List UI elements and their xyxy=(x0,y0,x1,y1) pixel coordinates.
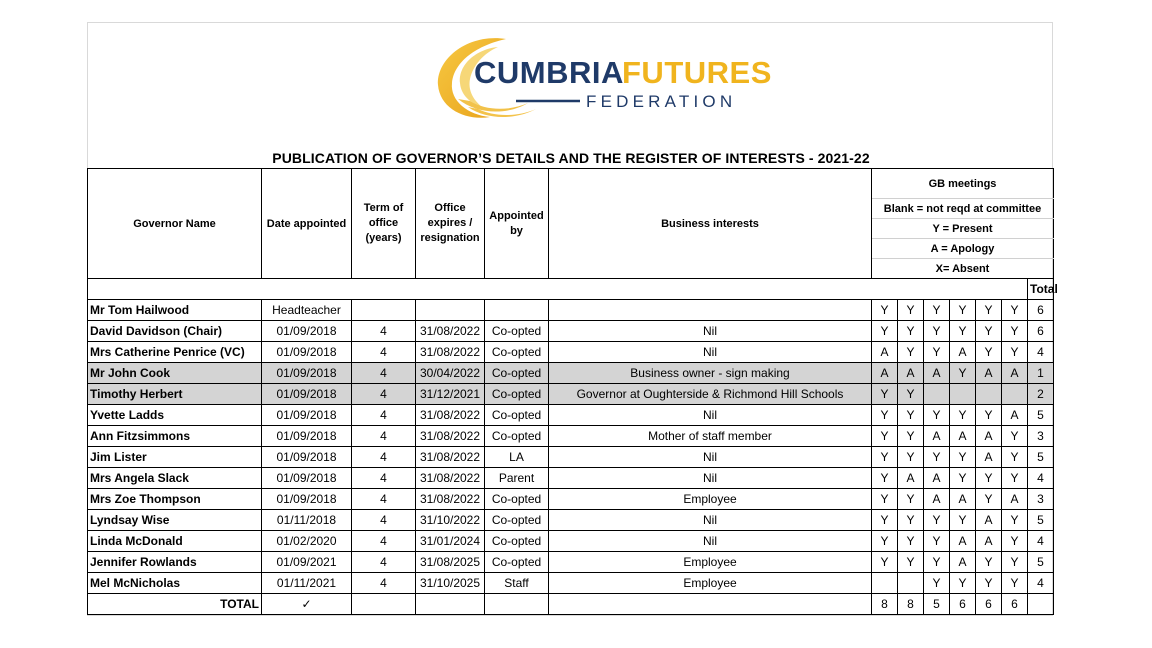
header-gb-meetings: GB meetings xyxy=(872,169,1054,199)
governor-row xyxy=(88,489,1054,510)
term-of-office: 4 xyxy=(352,363,416,384)
attendance-meeting-6: Y xyxy=(1002,468,1028,489)
attendance-meeting-2: Y xyxy=(898,447,924,468)
term-of-office xyxy=(352,300,416,321)
header-business-interests: Business interests xyxy=(549,169,872,279)
attendance-meeting-5: A xyxy=(976,531,1002,552)
logo-text-futures: FUTURES xyxy=(622,55,772,90)
attendance-meeting-6: Y xyxy=(1002,531,1028,552)
attendance-meeting-1: Y xyxy=(872,489,898,510)
attendance-meeting-4: Y xyxy=(950,573,976,594)
header-governor-name: Governor Name xyxy=(88,169,262,279)
appointed-by: Co-opted xyxy=(485,531,549,552)
attendance-meeting-6: Y xyxy=(1002,342,1028,363)
header-date-appointed: Date appointed xyxy=(262,169,352,279)
logo-text-federation: FEDERATION xyxy=(586,92,737,111)
office-expires: 31/08/2022 xyxy=(416,405,485,426)
term-of-office: 4 xyxy=(352,321,416,342)
attendance-meeting-6: Y xyxy=(1002,300,1028,321)
office-expires: 31/12/2021 xyxy=(416,384,485,405)
attendance-meeting-1: Y xyxy=(872,531,898,552)
business-interest: Governor at Oughterside & Richmond Hill Schools xyxy=(549,384,872,405)
attendance-meeting-6: Y xyxy=(1002,552,1028,573)
governor-row xyxy=(88,426,1054,447)
attendance-meeting-1: Y xyxy=(872,510,898,531)
attendance-total: 1 xyxy=(1028,363,1054,384)
attendance-total: 2 xyxy=(1028,384,1054,405)
attendance-total: 5 xyxy=(1028,510,1054,531)
attendance-meeting-2: Y xyxy=(898,405,924,426)
term-of-office: 4 xyxy=(352,573,416,594)
governor-name: David Davidson (Chair) xyxy=(88,321,262,342)
header-appointed-by: Appointed by xyxy=(485,169,549,279)
governor-row xyxy=(88,552,1054,573)
date-appointed: 01/11/2018 xyxy=(262,510,352,531)
governor-row xyxy=(88,363,1054,384)
attendance-total: 4 xyxy=(1028,468,1054,489)
appointed-by: Co-opted xyxy=(485,552,549,573)
attendance-meeting-1: Y xyxy=(872,447,898,468)
logo-text-cumbria: CUMBRIA xyxy=(474,55,624,90)
governor-row xyxy=(88,510,1054,531)
governor-row xyxy=(88,531,1054,552)
attendance-meeting-4: Y xyxy=(950,468,976,489)
attendance-meeting-4: A xyxy=(950,426,976,447)
attendance-meeting-5: Y xyxy=(976,321,1002,342)
business-interest: Nil xyxy=(549,468,872,489)
attendance-meeting-2: Y xyxy=(898,300,924,321)
business-interest: Nil xyxy=(549,447,872,468)
office-expires: 31/10/2025 xyxy=(416,573,485,594)
appointed-by: Parent xyxy=(485,468,549,489)
attendance-meeting-1 xyxy=(872,573,898,594)
totals-label: TOTAL xyxy=(88,594,262,615)
attendance-meeting-3: Y xyxy=(924,405,950,426)
attendance-meeting-2 xyxy=(898,573,924,594)
attendance-meeting-6: Y xyxy=(1002,573,1028,594)
attendance-meeting-3: Y xyxy=(924,321,950,342)
attendance-meeting-4: A xyxy=(950,342,976,363)
attendance-meeting-2: A xyxy=(898,363,924,384)
federation-logo xyxy=(428,29,772,125)
date-appointed: 01/09/2021 xyxy=(262,552,352,573)
attendance-meeting-6: Y xyxy=(1002,447,1028,468)
attendance-meeting-5: A xyxy=(976,510,1002,531)
business-interest: Nil xyxy=(549,342,872,363)
governor-name: Timothy Herbert xyxy=(88,384,262,405)
attendance-total: 5 xyxy=(1028,552,1054,573)
business-interest: Employee xyxy=(549,573,872,594)
attendance-meeting-4: A xyxy=(950,552,976,573)
date-appointed: 01/09/2018 xyxy=(262,426,352,447)
date-appointed: 01/09/2018 xyxy=(262,363,352,384)
office-expires: 31/10/2022 xyxy=(416,510,485,531)
governor-row xyxy=(88,321,1054,342)
attendance-meeting-1: Y xyxy=(872,405,898,426)
attendance-meeting-1: A xyxy=(872,342,898,363)
document-title: PUBLICATION OF GOVERNOR’S DETAILS AND THE REGISTER OF INTERESTS - 2021-22 xyxy=(272,150,870,166)
attendance-meeting-6 xyxy=(1002,384,1028,405)
attendance-meeting-6: A xyxy=(1002,489,1028,510)
header-term-of-office: Term of office (years) xyxy=(352,169,416,279)
date-appointed: 01/09/2018 xyxy=(262,384,352,405)
attendance-meeting-4 xyxy=(950,384,976,405)
term-of-office: 4 xyxy=(352,384,416,405)
attendance-meeting-5: Y xyxy=(976,405,1002,426)
business-interest: Employee xyxy=(549,489,872,510)
legend-absent: X= Absent xyxy=(872,259,1054,279)
attendance-meeting-1: Y xyxy=(872,426,898,447)
term-of-office: 4 xyxy=(352,405,416,426)
date-appointed: 01/09/2018 xyxy=(262,342,352,363)
attendance-meeting-1: A xyxy=(872,363,898,384)
meeting-total-5: 6 xyxy=(976,594,1002,615)
governor-name: Ann Fitzsimmons xyxy=(88,426,262,447)
attendance-meeting-2: Y xyxy=(898,384,924,405)
office-expires: 31/08/2022 xyxy=(416,426,485,447)
business-interest: Nil xyxy=(549,510,872,531)
attendance-meeting-3: Y xyxy=(924,342,950,363)
attendance-total: 6 xyxy=(1028,321,1054,342)
governor-name: Jim Lister xyxy=(88,447,262,468)
date-appointed: 01/11/2021 xyxy=(262,573,352,594)
totals-checkmark: ✓ xyxy=(262,594,352,615)
attendance-meeting-3: Y xyxy=(924,552,950,573)
business-interest: Nil xyxy=(549,405,872,426)
attendance-meeting-2: Y xyxy=(898,531,924,552)
attendance-meeting-5: Y xyxy=(976,342,1002,363)
office-expires: 31/08/2022 xyxy=(416,342,485,363)
attendance-meeting-1: Y xyxy=(872,384,898,405)
attendance-meeting-5: Y xyxy=(976,552,1002,573)
term-of-office: 4 xyxy=(352,447,416,468)
attendance-meeting-6: Y xyxy=(1002,510,1028,531)
attendance-meeting-3: Y xyxy=(924,300,950,321)
office-expires: 31/08/2022 xyxy=(416,468,485,489)
governor-name: Mrs Angela Slack xyxy=(88,468,262,489)
attendance-meeting-2: Y xyxy=(898,342,924,363)
governor-row xyxy=(88,573,1054,594)
attendance-meeting-4: Y xyxy=(950,363,976,384)
attendance-total: 4 xyxy=(1028,342,1054,363)
attendance-meeting-5: Y xyxy=(976,468,1002,489)
governor-row xyxy=(88,447,1054,468)
governor-name: Lyndsay Wise xyxy=(88,510,262,531)
office-expires: 31/08/2022 xyxy=(416,321,485,342)
appointed-by: Co-opted xyxy=(485,363,549,384)
governor-row xyxy=(88,384,1054,405)
attendance-meeting-3: A xyxy=(924,363,950,384)
office-expires: 31/08/2025 xyxy=(416,552,485,573)
meeting-total-2: 8 xyxy=(898,594,924,615)
attendance-total: 3 xyxy=(1028,489,1054,510)
term-of-office: 4 xyxy=(352,489,416,510)
attendance-meeting-1: Y xyxy=(872,468,898,489)
term-of-office: 4 xyxy=(352,426,416,447)
governor-name: Mel McNicholas xyxy=(88,573,262,594)
office-expires: 31/08/2022 xyxy=(416,447,485,468)
appointed-by: Co-opted xyxy=(485,342,549,363)
date-appointed: 01/09/2018 xyxy=(262,489,352,510)
attendance-meeting-3: Y xyxy=(924,531,950,552)
term-of-office: 4 xyxy=(352,468,416,489)
office-expires: 31/08/2022 xyxy=(416,489,485,510)
appointed-by: Co-opted xyxy=(485,405,549,426)
term-of-office: 4 xyxy=(352,510,416,531)
appointed-by: LA xyxy=(485,447,549,468)
attendance-meeting-3: Y xyxy=(924,447,950,468)
cumbria-futures-logo-graphic xyxy=(428,29,772,125)
business-interest: Mother of staff member xyxy=(549,426,872,447)
attendance-meeting-5: Y xyxy=(976,489,1002,510)
appointed-by: Co-opted xyxy=(485,510,549,531)
attendance-meeting-3 xyxy=(924,384,950,405)
meeting-total-1: 8 xyxy=(872,594,898,615)
totals-row xyxy=(88,594,1054,615)
attendance-meeting-3: Y xyxy=(924,573,950,594)
attendance-total: 4 xyxy=(1028,531,1054,552)
attendance-total: 4 xyxy=(1028,573,1054,594)
business-interest: Nil xyxy=(549,531,872,552)
attendance-meeting-2: Y xyxy=(898,426,924,447)
attendance-meeting-2: Y xyxy=(898,552,924,573)
appointed-by xyxy=(485,300,549,321)
appointed-by: Co-opted xyxy=(485,426,549,447)
date-appointed: 01/02/2020 xyxy=(262,531,352,552)
date-appointed: 01/09/2018 xyxy=(262,468,352,489)
attendance-meeting-4: Y xyxy=(950,300,976,321)
attendance-meeting-4: A xyxy=(950,489,976,510)
governor-row xyxy=(88,342,1054,363)
term-of-office: 4 xyxy=(352,531,416,552)
term-of-office: 4 xyxy=(352,552,416,573)
legend-blank: Blank = not reqd at committee xyxy=(872,199,1054,219)
attendance-meeting-4: Y xyxy=(950,447,976,468)
attendance-meeting-4: Y xyxy=(950,510,976,531)
attendance-meeting-5: Y xyxy=(976,573,1002,594)
date-appointed: Headteacher xyxy=(262,300,352,321)
header-office-expires: Office expires / resignation xyxy=(416,169,485,279)
legend-apology: A = Apology xyxy=(872,239,1054,259)
attendance-meeting-1: Y xyxy=(872,321,898,342)
appointed-by: Staff xyxy=(485,573,549,594)
governor-name: Jennifer Rowlands xyxy=(88,552,262,573)
office-expires: 31/01/2024 xyxy=(416,531,485,552)
office-expires xyxy=(416,300,485,321)
governor-row xyxy=(88,300,1054,321)
attendance-meeting-5: A xyxy=(976,426,1002,447)
attendance-meeting-2: Y xyxy=(898,489,924,510)
meeting-total-3: 5 xyxy=(924,594,950,615)
attendance-meeting-5: A xyxy=(976,363,1002,384)
document-sheet xyxy=(87,22,1058,616)
attendance-meeting-3: A xyxy=(924,468,950,489)
business-interest: Employee xyxy=(549,552,872,573)
date-appointed: 01/09/2018 xyxy=(262,405,352,426)
attendance-meeting-6: A xyxy=(1002,363,1028,384)
attendance-meeting-5: Y xyxy=(976,300,1002,321)
attendance-meeting-6: Y xyxy=(1002,426,1028,447)
attendance-meeting-3: Y xyxy=(924,510,950,531)
attendance-meeting-2: Y xyxy=(898,321,924,342)
office-expires: 30/04/2022 xyxy=(416,363,485,384)
governor-name: Linda McDonald xyxy=(88,531,262,552)
attendance-meeting-3: A xyxy=(924,489,950,510)
term-of-office: 4 xyxy=(352,342,416,363)
attendance-meeting-2: A xyxy=(898,468,924,489)
total-header-row xyxy=(88,279,1054,300)
governor-name: Yvette Ladds xyxy=(88,405,262,426)
attendance-meeting-4: Y xyxy=(950,321,976,342)
attendance-meeting-4: A xyxy=(950,531,976,552)
meeting-total-4: 6 xyxy=(950,594,976,615)
register-of-interests-table xyxy=(87,168,1058,615)
attendance-meeting-6: Y xyxy=(1002,321,1028,342)
date-appointed: 01/09/2018 xyxy=(262,321,352,342)
attendance-meeting-2: Y xyxy=(898,510,924,531)
attendance-total: 3 xyxy=(1028,426,1054,447)
governor-name: Mr Tom Hailwood xyxy=(88,300,262,321)
attendance-meeting-6: A xyxy=(1002,405,1028,426)
governor-row xyxy=(88,405,1054,426)
attendance-meeting-5: A xyxy=(976,447,1002,468)
governor-name: Mrs Zoe Thompson xyxy=(88,489,262,510)
appointed-by: Co-opted xyxy=(485,321,549,342)
attendance-total: 6 xyxy=(1028,300,1054,321)
attendance-meeting-3: A xyxy=(924,426,950,447)
governor-name: Mr John Cook xyxy=(88,363,262,384)
legend-present: Y = Present xyxy=(872,219,1054,239)
attendance-meeting-5 xyxy=(976,384,1002,405)
business-interest: Business owner - sign making xyxy=(549,363,872,384)
attendance-total: 5 xyxy=(1028,447,1054,468)
date-appointed: 01/09/2018 xyxy=(262,447,352,468)
meeting-total-6: 6 xyxy=(1002,594,1028,615)
attendance-meeting-4: Y xyxy=(950,405,976,426)
business-interest xyxy=(549,300,872,321)
appointed-by: Co-opted xyxy=(485,384,549,405)
attendance-meeting-1: Y xyxy=(872,300,898,321)
governor-name: Mrs Catherine Penrice (VC) xyxy=(88,342,262,363)
total-column-header: Total xyxy=(1028,279,1054,300)
appointed-by: Co-opted xyxy=(485,489,549,510)
attendance-total: 5 xyxy=(1028,405,1054,426)
attendance-meeting-1: Y xyxy=(872,552,898,573)
business-interest: Nil xyxy=(549,321,872,342)
governor-row xyxy=(88,468,1054,489)
